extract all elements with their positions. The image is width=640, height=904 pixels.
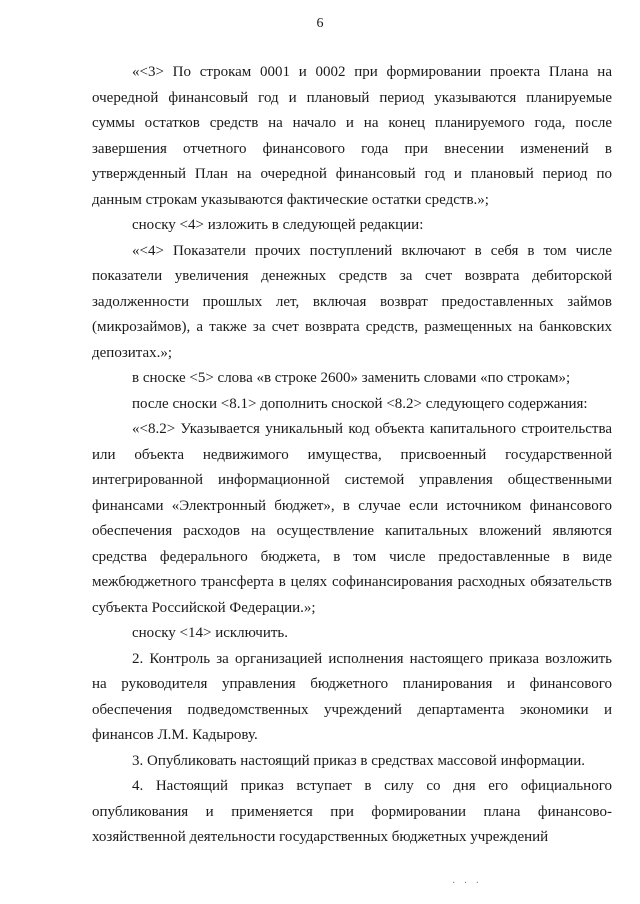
page-number: 6 bbox=[316, 16, 324, 31]
clause-2: 2. Контроль за организацией исполнения настоящего приказа возложить на руководителя управления бюджетного планирования и финансового обеспечения подведомственных учреждений департамента экономики и финансов Л.М. Кадырову. bbox=[92, 650, 612, 743]
instruction-footnote-5: в сноске <5> слова «в строке 2600» заменить словами «по строкам»; bbox=[132, 370, 571, 386]
clause-4: 4. Настоящий приказ вступает в силу со дня его официального опубликования и применяется при формировании плана финансово-хозяйственной деятельности государственных бюджетных учреждений bbox=[92, 778, 612, 845]
instruction-footnote-14: сноску <14> исключить. bbox=[132, 625, 289, 641]
clause-3: 3. Опубликовать настоящий приказ в средствах массовой информации. bbox=[132, 752, 586, 769]
footnote-4-text: «<4> Показатели прочих поступлений включают в себя в том числе показатели увеличения денежных средств за счет возврата дебиторской задолженности прошлых лет, включая возврат предоставленных займов (микрозаймов), а также за счет возврата средств, размещенных на банковских депозитах.»; bbox=[92, 242, 612, 361]
footnote-3-text: «<3> По строкам 0001 и 0002 при формировании проекта Плана на очередной финансовый год и плановый период указываются планируемые суммы остатков средств на начало и на конец планируемого года, после завершения отчетного финансового года при внесении изменений в утвержденный План на очередной финансовый год и плановый период по данным строкам указываются фактические остатки средств.»; bbox=[92, 64, 612, 208]
document-body bbox=[92, 60, 612, 851]
instruction-footnote-4: сноску <4> изложить в следующей редакции: bbox=[132, 217, 424, 233]
scan-artifact: · · · bbox=[452, 878, 482, 889]
instruction-footnote-8-2: после сноски <8.1> дополнить сноской <8.2> следующего содержания: bbox=[132, 395, 588, 412]
footnote-8-2-text: «<8.2> Указывается уникальный код объекта капитального строительства или объекта недвижимого имущества, присвоенный государственной интегрированной информационной системой управления общественными финансами «Электронный бюджет», в случае если источником финансового обеспечения расходов на осуществление капитальных вложений являются средства федерального бюджета, в том числе предоставленные в виде межбюджетного трансферта в целях софинансирования расходных обязательств субъекта Российской Федерации.»; bbox=[92, 421, 612, 616]
